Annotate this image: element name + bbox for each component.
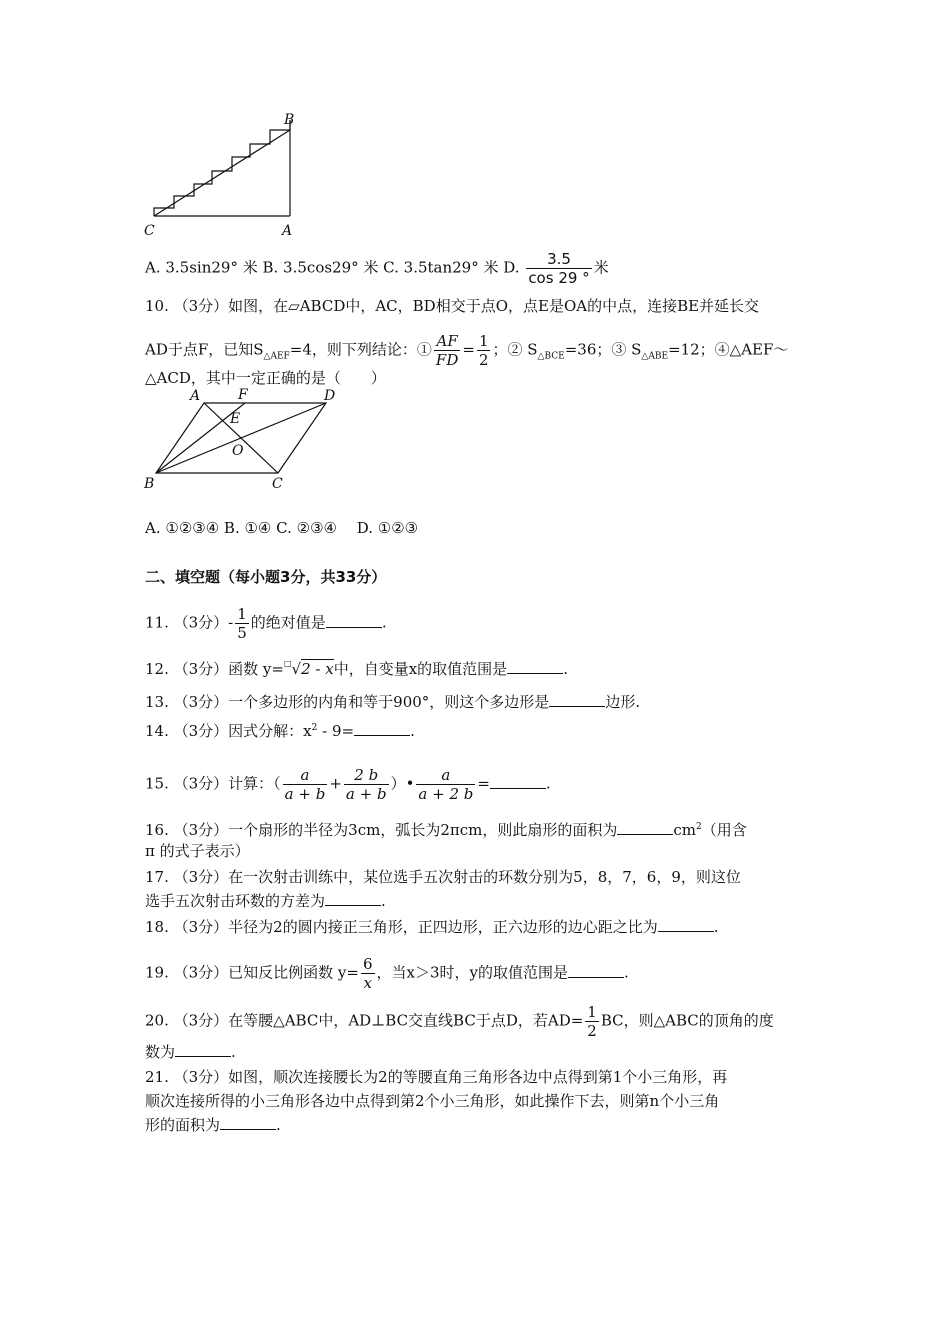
q9-d-unit: 米 (593, 258, 609, 277)
q15 (145, 766, 551, 803)
q10-text-e: =36；③ S (564, 340, 642, 359)
q16-text-b: （用含 (701, 821, 747, 839)
q10-sub-bce: △BCE (537, 351, 565, 362)
label-B: B (144, 476, 155, 492)
q17-line1: 17. （3分）在一次射击训练中，某位选手五次射击的环数分别为5，8，7，6，9，则这位 (145, 868, 741, 886)
answer-blank[interactable] (507, 659, 563, 674)
q15-f2-num: 2 b (344, 766, 389, 785)
q11-end: . (381, 613, 387, 632)
q15-end: . (545, 774, 551, 793)
q21-end: . (276, 1116, 281, 1134)
q14-end: . (410, 722, 415, 740)
q18 (145, 917, 719, 937)
q19-end: . (624, 963, 629, 982)
q12-radicand: 2 - x (301, 660, 334, 678)
q10-text-d: ；② S (492, 340, 538, 359)
q9-d-numerator: 3.5 (526, 250, 591, 269)
q10-line3: △ACD，其中一定正确的是（ ） (145, 369, 386, 387)
q20-text-a: 20. （3分）在等腰△ABC中，AD⊥BC交直线BC于点D，若AD= (145, 1011, 584, 1030)
q10-sub-aef: △AEF (263, 351, 290, 362)
q11-den: 5 (237, 624, 247, 642)
q15-f2-den: a + b (345, 785, 387, 803)
q16-line2: π 的式子表示） (145, 842, 250, 860)
answer-blank[interactable] (490, 774, 546, 789)
q10-text-b: =4，则下列结论：① (289, 340, 432, 359)
q14-suffix: - 9= (317, 722, 355, 740)
q19 (145, 955, 629, 992)
q9-options-text: A. 3.5sin29° 米 B. 3.5cos29° 米 C. 3.5tan29° 米 D. (145, 258, 520, 277)
q19-den: x (363, 974, 372, 992)
q10-frac2-den: 2 (478, 351, 489, 369)
q19-prefix: 19. （3分）已知反比例函数 y= (145, 963, 359, 982)
label-C: C (144, 223, 155, 239)
label-A: A (282, 223, 293, 239)
q13 (145, 692, 640, 712)
answer-blank[interactable] (175, 1042, 231, 1057)
q16-line1 (145, 817, 747, 840)
q20-end: . (231, 1043, 236, 1061)
q15-prefix: 15. （3分）计算：（ (145, 774, 281, 793)
answer-blank[interactable] (354, 721, 410, 736)
label-O: O (232, 443, 244, 459)
q15-f3-num: a (416, 766, 475, 785)
q14-sup: 2 (311, 723, 318, 733)
answer-blank[interactable] (325, 891, 381, 906)
answer-blank[interactable] (326, 613, 382, 628)
q17-line2 (145, 891, 386, 911)
q12-root-index: □ (283, 659, 292, 668)
q15-eq: = (477, 774, 490, 793)
q12-prefix: 12. （3分）函数 y= (145, 660, 284, 678)
q11-num: 1 (237, 605, 247, 623)
q19-suffix: ，当x＞3时，y的取值范围是 (376, 963, 569, 982)
answer-blank[interactable] (568, 963, 624, 978)
q11-suffix: 的绝对值是 (250, 613, 326, 632)
staircase-steps (154, 120, 290, 216)
q10-frac1-den: FD (435, 351, 459, 369)
q10-frac1-num: AF (434, 332, 460, 351)
q21-line1: 21. （3分）如图，顺次连接腰长为2的等腰直角三角形各边中点得到第1个小三角形，再 (145, 1068, 728, 1086)
label-E: E (230, 411, 241, 427)
q10-sub-abe: △ABE (641, 351, 669, 362)
q16-unit: cm (673, 821, 696, 839)
answer-blank[interactable] (549, 692, 605, 707)
q15-f3-den: a + 2 b (418, 785, 474, 803)
q10-text-c: = (462, 340, 475, 359)
answer-blank[interactable] (617, 820, 673, 835)
q10-line2 (145, 332, 788, 369)
q18-text: 18. （3分）半径为2的圆内接正三角形，正四边形，正六边形的边心距之比为 (145, 918, 658, 936)
q18-end: . (713, 918, 719, 936)
answer-blank[interactable] (658, 917, 714, 932)
label-B: B (284, 112, 295, 128)
q12 (145, 654, 568, 679)
q12-suffix: 中，自变量x的取值范围是 (333, 660, 508, 678)
parallelogram-figure (138, 382, 348, 492)
q21-line2: 顺次连接所得的小三角形各边中点得到第2个小三角形，如此操作下去，则第n个小三角 (145, 1092, 720, 1110)
q20-den: 2 (587, 1022, 597, 1040)
q20-text-b: BC，则△ABC的顶角的度 (600, 1011, 774, 1030)
answer-blank[interactable] (220, 1115, 276, 1130)
radical-sign: √ (291, 660, 302, 678)
q13-text: 13. （3分）一个多边形的内角和等于900°，则这个多边形是 (145, 693, 550, 711)
q14 (145, 718, 415, 741)
q21-text: 形的面积为 (145, 1116, 221, 1134)
q10-frac2-num: 1 (478, 332, 489, 350)
q10-text-a: AD于点F，已知S (145, 340, 264, 359)
q11-prefix: 11. （3分）- (145, 613, 234, 632)
q16-text-a: 16. （3分）一个扇形的半径为3cm，弧长为2πcm，则此扇形的面积为 (145, 821, 618, 839)
label-D: D (324, 388, 336, 404)
staircase-figure (138, 108, 308, 240)
q9-options (145, 250, 609, 287)
q15-f1-num: a (283, 766, 328, 785)
diagonal-BD (156, 403, 326, 473)
q15-mid: ）• (390, 774, 415, 793)
q19-num: 6 (362, 955, 373, 973)
q14-prefix: 14. （3分）因式分解：x (145, 722, 312, 740)
q17-text: 选手五次射击环数的方差为 (145, 892, 326, 910)
q13-end: 边形. (605, 693, 641, 711)
q12-end: . (563, 660, 568, 678)
q10-options: A. ①②③④ B. ①④ C. ②③④ D. ①②③ (145, 519, 419, 537)
q16-unit-sup: 2 (696, 822, 702, 832)
q15-plus: + (329, 774, 342, 793)
q21-line3 (145, 1115, 281, 1135)
q10-line1: 10. （3分）如图，在▱ABCD中，AC，BD相交于点O，点E是OA的中点，连接BE并延长交 (145, 297, 760, 315)
line-CB (154, 130, 290, 216)
label-A: A (190, 388, 201, 404)
q20-line2 (145, 1042, 236, 1062)
label-F: F (238, 387, 248, 403)
q17-end: . (381, 892, 386, 910)
q11 (145, 605, 387, 642)
q10-text-f: =12；④△AEF～ (668, 340, 789, 359)
section-title: 二、填空题（每小题3分，共33分） (145, 568, 387, 586)
q9-d-denominator: cos 29 ° (528, 269, 590, 287)
q20-num: 1 (587, 1003, 597, 1021)
q15-f1-den: a + b (284, 785, 326, 803)
q20-text: 数为 (145, 1043, 176, 1061)
label-C: C (272, 476, 283, 492)
q20-line1 (145, 1003, 774, 1040)
